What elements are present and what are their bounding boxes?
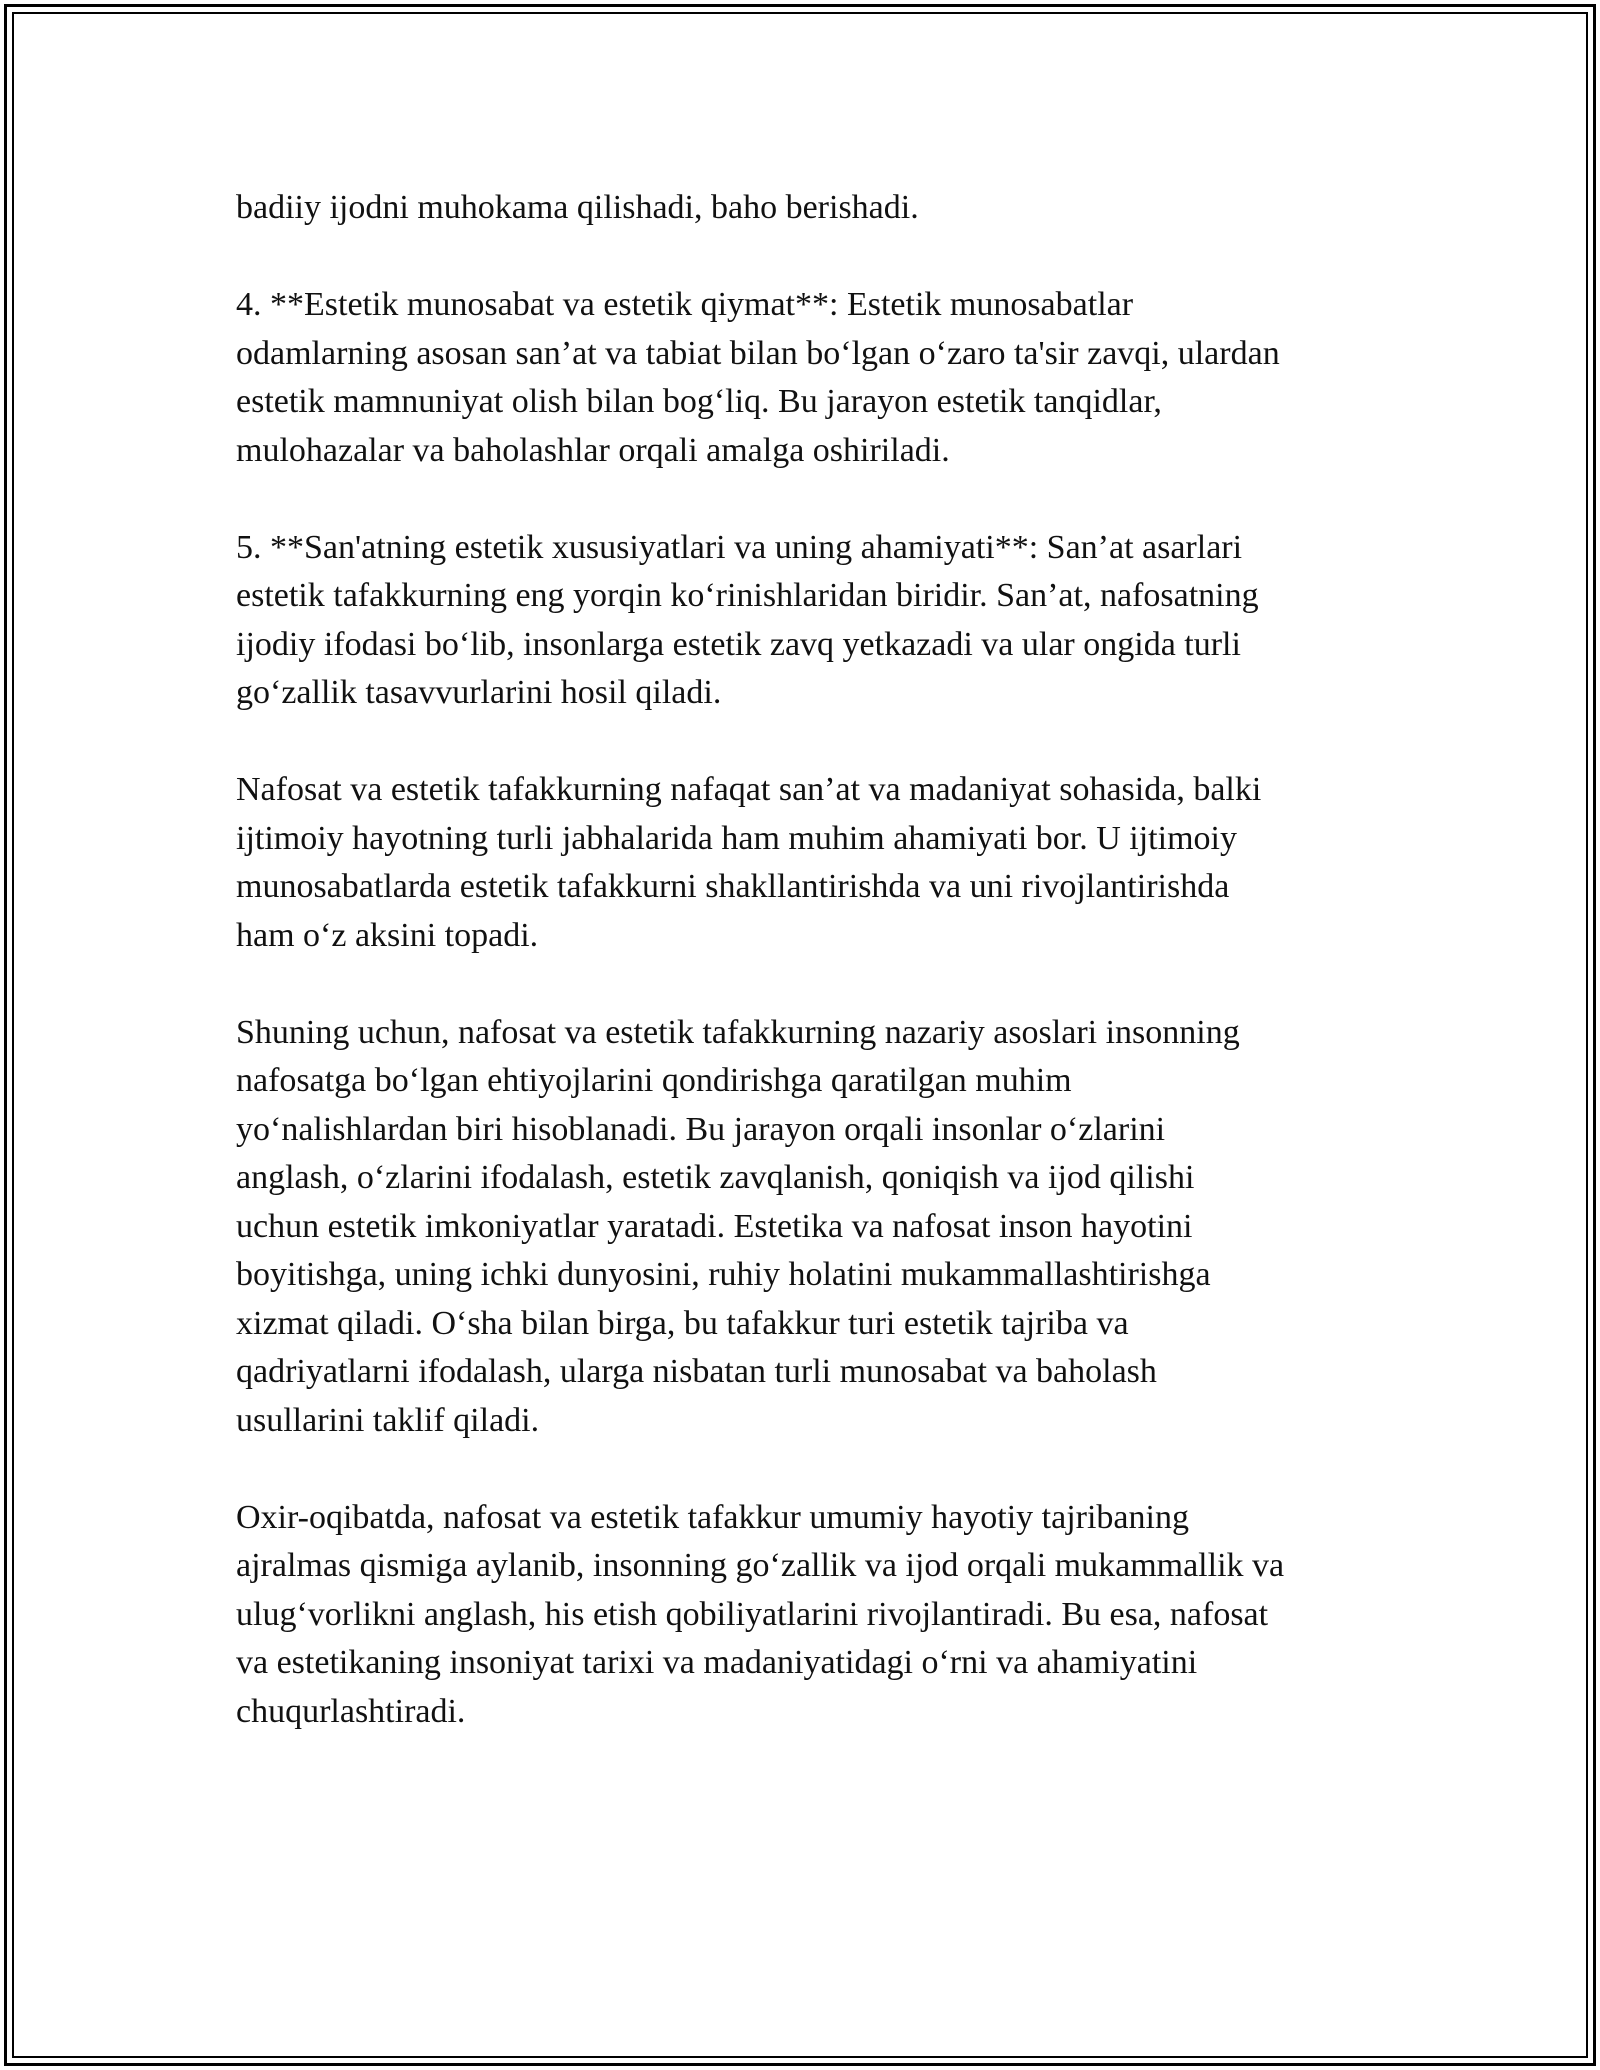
document-body [236, 184, 1386, 1736]
paragraph-continuation: badiiy ijodni muhokama qilishadi, baho berishadi. [236, 189, 919, 226]
paragraph-item-4: 4. **Estetik munosabat va estetik qiymat**: Estetik munosabatlar odamlarning asosan san’at va tabiat bilan bo‘lgan o‘zaro ta'sir zavqi, ulardan estetik mamnuniyat olish bilan bog‘liq. Bu jarayon estetik tanqidlar, mulohazalar va baholashlar orqali amalga oshiriladi. [236, 286, 1280, 469]
paragraph-conclusion: Oxir-oqibatda, nafosat va estetik tafakkur umumiy hayotiy tajribaning ajralmas qismiga aylanib, insonning go‘zallik va ijod orqali mukammallik va ulug‘vorlikni anglash, his etish qobiliyatlarini rivojlantiradi. Bu esa, nafosat va estetikaning insoniyat tarixi va madaniyatidagi o‘rni va ahamiyatini chuqurlashtiradi. [236, 1498, 1285, 1730]
paragraph-theoretical-basis: Shuning uchun, nafosat va estetik tafakkurning nazariy asoslari insonning nafosatga bo‘lgan ehtiyojlarini qondirishga qaratilgan muhim yo‘nalishlardan biri hisoblanadi. Bu jarayon orqali insonlar o‘zlarini anglash, o‘zlarini ifodalash, estetik zavqlanish, qoniqish va ijod qilishi uchun estetik imkoniyatlar yaratadi. Estetika va nafosat inson hayotini boyitishga, uning ichki dunyosini, ruhiy holatini mukammallashtirishga xizmat qiladi. O‘sha bilan birga, bu tafakkur turi estetik tajriba va qadriyatlarni ifodalash, ularga nisbatan turli munosabat va baholash usullarini taklif qiladi. [236, 1013, 1240, 1439]
paragraph-social-importance: Nafosat va estetik tafakkurning nafaqat san’at va madaniyat sohasida, balki ijtimoiy hayotning turli jabhalarida ham muhim ahamiyati bor. U ijtimoiy munosabatlarda estetik tafakkurni shakllantirishda va uni rivojlantirishda ham o‘z aksini topadi. [236, 771, 1262, 954]
paragraph-item-5: 5. **San'atning estetik xususiyatlari va uning ahamiyati**: San’at asarlari estetik tafakkurning eng yorqin ko‘rinishlaridan biridir. San’at, nafosatning ijodiy ifodasi bo‘lib, insonlarga estetik zavq yetkazadi va ular ongida turli go‘zallik tasavvurlarini hosil qiladi. [236, 528, 1259, 711]
